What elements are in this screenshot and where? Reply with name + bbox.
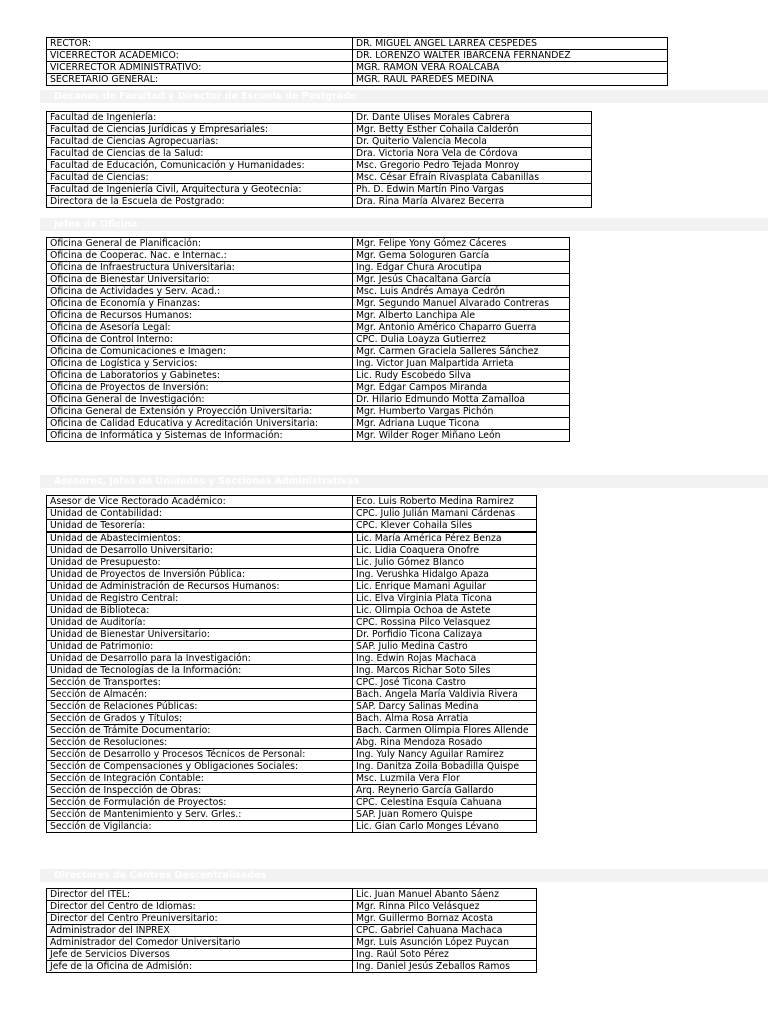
table-row: [47, 172, 592, 184]
position-cell: Sección de Inspección de Obras:: [47, 785, 353, 797]
position-cell: Oficina de Proyectos de Inversión:: [47, 382, 353, 394]
position-cell: VICERRECTOR ADMINISTRATIVO:: [47, 62, 353, 74]
table-row: [47, 74, 668, 86]
position-cell: Facultad de Ciencias:: [47, 172, 353, 184]
name-cell: Ing. Daniel Jesús Zeballos Ramos: [353, 961, 537, 973]
table-row: [47, 653, 537, 665]
position-cell: Facultad de Educación, Comunicación y Humanidades:: [47, 160, 353, 172]
position-cell: Oficina General de Extensión y Proyección Universitaria:: [47, 406, 353, 418]
position-cell: Jefe de la Oficina de Admisión:: [47, 961, 353, 973]
position-cell: Facultad de Ciencias Agropecuarias:: [47, 136, 353, 148]
table-row: [47, 50, 668, 62]
table-row: [47, 949, 537, 961]
authorities-section: [46, 37, 668, 86]
position-cell: Facultad de Ciencias de la Salud:: [47, 148, 353, 160]
table-row: [47, 184, 592, 196]
name-cell: Mgr. Gema Sologuren García: [353, 250, 570, 262]
name-cell: MGR. RAMON VERA ROALCABA: [353, 62, 668, 74]
section-heading-units: Asesores, Jefes de Unidades y Secciones Administrativas: [40, 475, 768, 488]
position-cell: Directora de la Escuela de Postgrado:: [47, 196, 353, 208]
name-cell: Mgr. Antonio Américo Chaparro Guerra: [353, 322, 570, 334]
name-cell: SAP. Darcy Salinas Medina: [353, 701, 537, 713]
position-cell: Unidad de Abastecimientos:: [47, 532, 353, 545]
name-cell: CPC. Julio Julián Mamani Cárdenas: [353, 508, 537, 520]
name-cell: CPC. Dulia Loayza Gutierrez: [353, 334, 570, 346]
name-cell: Lic. Lidia Coaquera Onofre: [353, 545, 537, 557]
table-row: [47, 737, 537, 749]
name-cell: Mgr. Betty Esther Cohaila Calderón: [353, 124, 592, 136]
table-row: [47, 346, 570, 358]
position-cell: Oficina de Bienestar Universitario:: [47, 274, 353, 286]
authorities-table: [46, 37, 668, 86]
table-row: [47, 725, 537, 737]
deans-table: [46, 111, 592, 208]
name-cell: CPC. Gabriel Cahuana Machaca: [353, 925, 537, 937]
table-row: [47, 358, 570, 370]
name-cell: Mgr. Adriana Luque Ticona: [353, 418, 570, 430]
table-row: [47, 62, 668, 74]
table-row: [47, 821, 537, 833]
name-cell: Ph. D. Edwin Martín Pino Vargas: [353, 184, 592, 196]
position-cell: Unidad de Administración de Recursos Humanos:: [47, 581, 353, 593]
name-cell: Ing. Yuly Nancy Aguilar Ramirez: [353, 749, 537, 761]
name-cell: Lic. Gian Carlo Monges Lévano: [353, 821, 537, 833]
table-row: [47, 713, 537, 725]
table-row: [47, 761, 537, 773]
table-row: [47, 569, 537, 581]
position-cell: Oficina de Laboratorios y Gabinetes:: [47, 370, 353, 382]
table-row: [47, 689, 537, 701]
name-cell: Mgr. Luis Asunción López Puycan: [353, 937, 537, 949]
table-row: [47, 238, 570, 250]
position-cell: Facultad de Ciencias Jurídicas y Empresariales:: [47, 124, 353, 136]
table-row: [47, 382, 570, 394]
name-cell: Lic. Julio Gómez Blanco: [353, 557, 537, 569]
table-row: [47, 701, 537, 713]
name-cell: Mgr. Wilder Roger Miñano León: [353, 430, 570, 442]
table-row: [47, 334, 570, 346]
position-cell: VICERRECTOR ACADEMICO:: [47, 50, 353, 62]
name-cell: Lic. Enrique Mamani Aguilar: [353, 581, 537, 593]
position-cell: Sección de Formulación de Proyectos:: [47, 797, 353, 809]
name-cell: DR. MIGUEL ANGEL LARREA CESPEDES: [353, 38, 668, 50]
position-cell: Sección de Vigilancia:: [47, 821, 353, 833]
name-cell: Msc. Gregorio Pedro Tejada Monroy: [353, 160, 592, 172]
position-cell: Unidad de Tecnologías de la Información:: [47, 665, 353, 677]
units-table: [46, 495, 537, 833]
table-row: [47, 629, 537, 641]
section-heading-offices: Jefes de Oficina: [40, 218, 768, 231]
name-cell: Dr. Quiterio Valencia Mecola: [353, 136, 592, 148]
section-heading-deans: Decanos de Facultad y Director de Escuela de Postgrado: [40, 90, 768, 103]
table-row: [47, 508, 537, 520]
name-cell: Msc. Luis Andrés Amaya Cedrón: [353, 286, 570, 298]
table-row: [47, 310, 570, 322]
position-cell: Sección de Desarrollo y Procesos Técnicos de Personal:: [47, 749, 353, 761]
table-row: [47, 262, 570, 274]
name-cell: Eco. Luis Roberto Medina Ramirez: [353, 496, 537, 508]
table-row: [47, 250, 570, 262]
table-row: [47, 196, 592, 208]
name-cell: Dra. Victoria Nora Vela de Córdova: [353, 148, 592, 160]
name-cell: Lic. Juan Manuel Abanto Sáenz: [353, 889, 537, 901]
table-row: [47, 641, 537, 653]
table-row: [47, 286, 570, 298]
position-cell: Oficina de Economía y Finanzas:: [47, 298, 353, 310]
position-cell: Unidad de Auditoría:: [47, 617, 353, 629]
position-cell: Unidad de Desarrollo para la Investigación:: [47, 653, 353, 665]
name-cell: Lic. Elva Virginia Plata Ticona: [353, 593, 537, 605]
name-cell: Ing. Victor Juan Malpartida Arrieta: [353, 358, 570, 370]
name-cell: Ing. Danitza Zoila Bobadilla Quispe: [353, 761, 537, 773]
name-cell: Ing. Marcos Richar Soto Siles: [353, 665, 537, 677]
position-cell: Unidad de Proyectos de Inversión Pública:: [47, 569, 353, 581]
table-row: [47, 112, 592, 124]
position-cell: Oficina de Cooperac. Nac. e Internac.:: [47, 250, 353, 262]
name-cell: Mgr. Guillermo Bornaz Acosta: [353, 913, 537, 925]
table-row: [47, 677, 537, 689]
position-cell: Administrador del INPREX: [47, 925, 353, 937]
position-cell: Unidad de Presupuesto:: [47, 557, 353, 569]
offices-section: [46, 237, 570, 442]
name-cell: Mgr. Rinna Pilco Velásquez: [353, 901, 537, 913]
position-cell: Sección de Transportes:: [47, 677, 353, 689]
position-cell: Sección de Mantenimiento y Serv. Grles.:: [47, 809, 353, 821]
deans-section: [46, 111, 592, 208]
name-cell: Lic. María América Pérez Benza: [353, 532, 537, 545]
centers-table: [46, 888, 537, 973]
section-heading-centers: Directores de Centros Descentralizados: [40, 869, 768, 882]
table-row: [47, 38, 668, 50]
position-cell: Unidad de Biblioteca:: [47, 605, 353, 617]
position-cell: Oficina de Control Interno:: [47, 334, 353, 346]
name-cell: Dra. Rina María Alvarez Becerra: [353, 196, 592, 208]
name-cell: DR. LORENZO WALTER IBARCENA FERNANDEZ: [353, 50, 668, 62]
table-row: [47, 394, 570, 406]
position-cell: Unidad de Contabilidad:: [47, 508, 353, 520]
table-row: [47, 496, 537, 508]
position-cell: Facultad de Ingeniería Civil, Arquitectura y Geotecnia:: [47, 184, 353, 196]
table-row: [47, 785, 537, 797]
position-cell: Oficina de Informática y Sistemas de Información:: [47, 430, 353, 442]
name-cell: Bach. Angela María Valdivia Rivera: [353, 689, 537, 701]
table-row: [47, 532, 537, 545]
name-cell: Dr. Dante Ulises Morales Cabrera: [353, 112, 592, 124]
table-row: [47, 773, 537, 785]
table-row: [47, 430, 570, 442]
centers-section: [46, 888, 537, 973]
name-cell: Lic. Rudy Escobedo Silva: [353, 370, 570, 382]
table-row: [47, 274, 570, 286]
name-cell: Dr. Hilario Edmundo Motta Zamalloa: [353, 394, 570, 406]
position-cell: SECRETARIO GENERAL:: [47, 74, 353, 86]
position-cell: Director del Centro de Idiomas:: [47, 901, 353, 913]
name-cell: Lic. Olimpia Ochoa de Astete: [353, 605, 537, 617]
table-row: [47, 889, 537, 901]
table-row: [47, 617, 537, 629]
table-row: [47, 749, 537, 761]
name-cell: Ing. Edgar Chura Arocutipa: [353, 262, 570, 274]
position-cell: Sección de Resoluciones:: [47, 737, 353, 749]
name-cell: Mgr. Alberto Lanchipa Ale: [353, 310, 570, 322]
position-cell: Asesor de Vice Rectorado Académico:: [47, 496, 353, 508]
name-cell: Bach. Alma Rosa Arratia: [353, 713, 537, 725]
position-cell: Oficina de Asesoría Legal:: [47, 322, 353, 334]
table-row: [47, 961, 537, 973]
table-row: [47, 901, 537, 913]
table-row: [47, 124, 592, 136]
name-cell: Mgr. Felipe Yony Gómez Cáceres: [353, 238, 570, 250]
table-row: [47, 913, 537, 925]
table-row: [47, 148, 592, 160]
position-cell: Unidad de Desarrollo Universitario:: [47, 545, 353, 557]
table-row: [47, 557, 537, 569]
position-cell: Jefe de Servicios Diversos: [47, 949, 353, 961]
name-cell: Mgr. Humberto Vargas Pichón: [353, 406, 570, 418]
position-cell: Oficina de Calidad Educativa y Acreditación Universitaria:: [47, 418, 353, 430]
position-cell: Sección de Integración Contable:: [47, 773, 353, 785]
name-cell: MGR. RAUL PAREDES MEDINA: [353, 74, 668, 86]
position-cell: Oficina General de Investigación:: [47, 394, 353, 406]
name-cell: Ing. Edwin Rojas Machaca: [353, 653, 537, 665]
name-cell: Msc. César Efraín Rivasplata Cabanillas: [353, 172, 592, 184]
name-cell: SAP. Julio Medina Castro: [353, 641, 537, 653]
position-cell: Sección de Almacén:: [47, 689, 353, 701]
table-row: [47, 545, 537, 557]
position-cell: Oficina de Recursos Humanos:: [47, 310, 353, 322]
name-cell: Ing. Verushka Hidalgo Apaza: [353, 569, 537, 581]
name-cell: Mgr. Segundo Manuel Alvarado Contreras: [353, 298, 570, 310]
name-cell: CPC. Celestina Esquía Cahuana: [353, 797, 537, 809]
position-cell: Unidad de Bienestar Universitario:: [47, 629, 353, 641]
position-cell: Administrador del Comedor Universitario: [47, 937, 353, 949]
position-cell: Oficina de Logística y Servicios:: [47, 358, 353, 370]
table-row: [47, 322, 570, 334]
table-row: [47, 370, 570, 382]
table-row: [47, 136, 592, 148]
units-section: [46, 495, 537, 833]
offices-table: [46, 237, 570, 442]
position-cell: Sección de Relaciones Públicas:: [47, 701, 353, 713]
position-cell: RECTOR:: [47, 38, 353, 50]
position-cell: Director del Centro Preuniversitario:: [47, 913, 353, 925]
table-row: [47, 581, 537, 593]
table-row: [47, 937, 537, 949]
position-cell: Facultad de Ingeniería:: [47, 112, 353, 124]
position-cell: Unidad de Tesorería:: [47, 520, 353, 533]
table-row: [47, 520, 537, 533]
name-cell: SAP. Juan Romero Quispe: [353, 809, 537, 821]
table-row: [47, 406, 570, 418]
position-cell: Oficina de Actividades y Serv. Acad.:: [47, 286, 353, 298]
name-cell: Abg. Rina Mendoza Rosado: [353, 737, 537, 749]
name-cell: Bach. Carmen Olimpia Flores Allende: [353, 725, 537, 737]
position-cell: Director del ITEL:: [47, 889, 353, 901]
name-cell: Ing. Raúl Soto Pérez: [353, 949, 537, 961]
name-cell: CPC. José Ticona Castro: [353, 677, 537, 689]
position-cell: Sección de Trámite Documentario:: [47, 725, 353, 737]
position-cell: Oficina de Comunicaciones e Imagen:: [47, 346, 353, 358]
table-row: [47, 809, 537, 821]
position-cell: Oficina General de Planificación:: [47, 238, 353, 250]
position-cell: Sección de Compensaciones y Obligaciones Sociales:: [47, 761, 353, 773]
name-cell: Msc. Luzmila Vera Flor: [353, 773, 537, 785]
position-cell: Unidad de Patrimonio:: [47, 641, 353, 653]
table-row: [47, 160, 592, 172]
table-row: [47, 593, 537, 605]
name-cell: Mgr. Edgar Campos Miranda: [353, 382, 570, 394]
position-cell: Oficina de Infraestructura Universitaria:: [47, 262, 353, 274]
name-cell: Arq. Reynerio García Gallardo: [353, 785, 537, 797]
name-cell: CPC. Klever Cohaila Siles: [353, 520, 537, 533]
table-row: [47, 418, 570, 430]
table-row: [47, 797, 537, 809]
table-row: [47, 298, 570, 310]
table-row: [47, 665, 537, 677]
table-row: [47, 605, 537, 617]
position-cell: Sección de Grados y Títulos:: [47, 713, 353, 725]
position-cell: Unidad de Registro Central:: [47, 593, 353, 605]
name-cell: Mgr. Carmen Graciela Salleres Sánchez: [353, 346, 570, 358]
name-cell: Dr. Porfidio Ticona Calizaya: [353, 629, 537, 641]
table-row: [47, 925, 537, 937]
name-cell: Mgr. Jesús Chacaltana García: [353, 274, 570, 286]
name-cell: CPC. Rossina Pilco Velasquez: [353, 617, 537, 629]
